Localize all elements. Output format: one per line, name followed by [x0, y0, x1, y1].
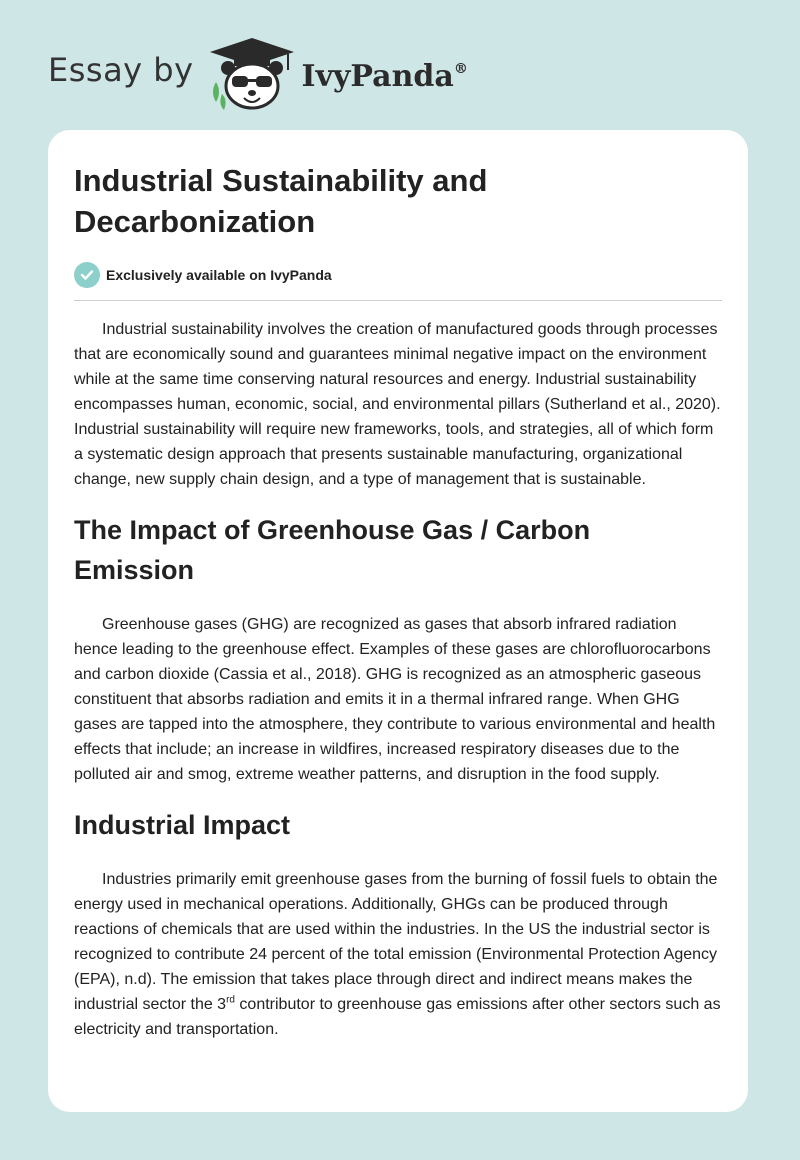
- paragraph-industrial: Industries primarily emit greenhouse gases from the burning of fossil fuels to obtain the energy used in mechanical operations. Additionally, GHGs can be produced through reactions of chemicals that are used within the industries. In the US the industrial sector is recognized to contribute 24 percent of the total emission (Environmental Protection Agency (EPA), n.d). The emission that takes place through direct and indirect means makes the industrial sector the 3rd contributor to greenhouse gas emissions after other sectors such as electricity and transportation.: [74, 871, 721, 1038]
- ivypanda-logo[interactable]: [208, 36, 468, 112]
- brand-name: IvyPanda®: [301, 58, 468, 94]
- check-icon: [74, 262, 100, 288]
- section-heading-industrial: Industrial Impact: [74, 810, 291, 840]
- divider: [74, 300, 722, 301]
- badge-text: Exclusively available on IvyPanda: [106, 267, 332, 283]
- site-header: [48, 34, 468, 114]
- essay-by-label: Essay by: [48, 51, 194, 89]
- paragraph-intro: Industrial sustainability involves the creation of manufactured goods through processes that are economically sound and guarantees minimal negative impact on the environment while at the same time conserving natural resources and energy. Industrial sustainability encompasses human, economic, social, and environmental pillars (Sutherland et al., 2020). Industrial sustainability will require new frameworks, tools, and strategies, all of which form a systematic design approach that presents sustainable manufacturing, organizational change, new supply chain design, and a type of management that is sustainable.: [74, 321, 721, 488]
- section-heading-greenhouse: The Impact of Greenhouse Gas / Carbon Emission: [74, 515, 591, 585]
- exclusive-badge: [74, 262, 722, 288]
- page-title: Industrial Sustainability and Decarbonization: [74, 163, 488, 239]
- panda-mascot-icon: [208, 36, 296, 112]
- paragraph-greenhouse: Greenhouse gases (GHG) are recognized as gases that absorb infrared radiation hence leading to the greenhouse effect. Examples of these gases are chlorofluorocarbons and carbon dioxide (Cassia et al., 2018). GHG is recognized as an atmospheric gaseous constituent that absorbs radiation and emits it in a thermal infrared range. When GHG gases are tapped into the atmosphere, they contribute to various environmental and health effects that include; an increase in wildfires, increased respiratory diseases due to the polluted air and smog, extreme weather patterns, and disruption in the food supply.: [74, 616, 716, 783]
- essay-card: [48, 130, 748, 1112]
